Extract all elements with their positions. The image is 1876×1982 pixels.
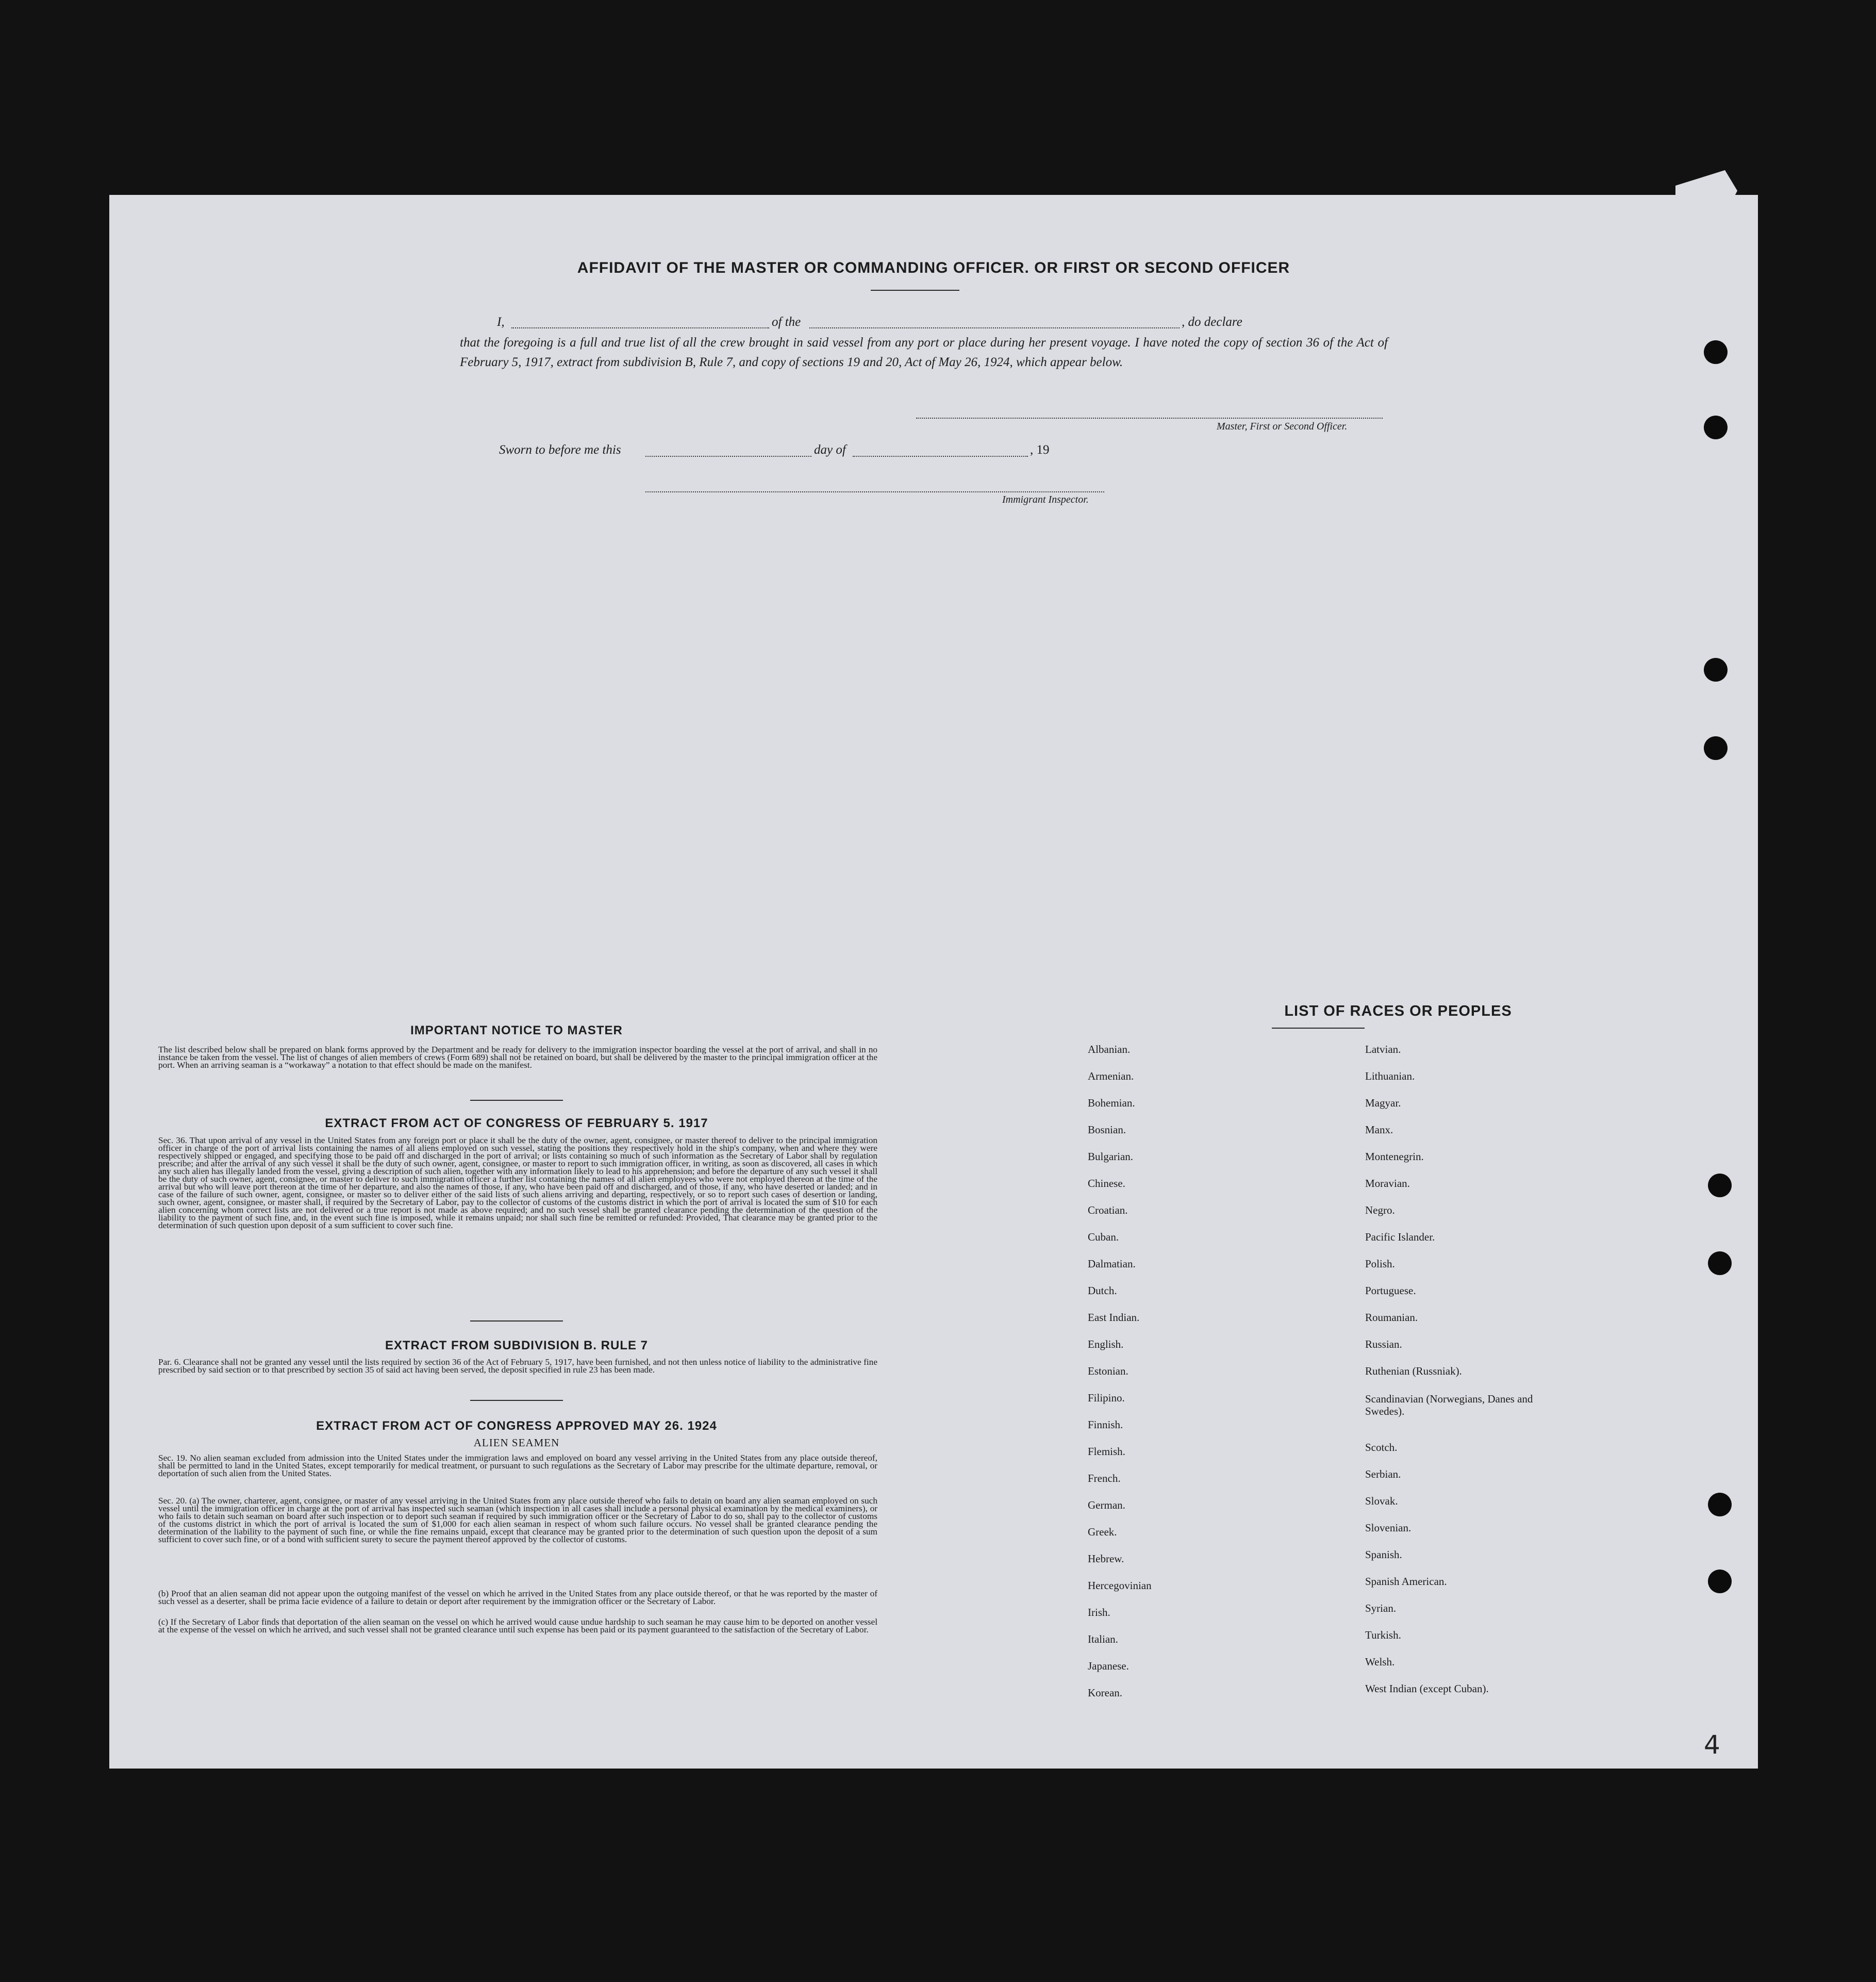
race-left-item: Bohemian. <box>1088 1097 1135 1109</box>
race-right-item: Spanish American. <box>1365 1575 1447 1588</box>
sec19-text: Sec. 19. No alien seaman excluded from admission into the United States under the immigration laws and employed on board any vessel arriving in the United States from any place outside thereof, shall be permitted to land in the United States, except temporarily for medical treatment, or pursuant to such regulations as the Secretary of Labor may prescribe for the ultimate departure, removal, or deportation of such alien from the United States. <box>158 1453 877 1478</box>
notice-text: The list described below shall be prepared on blank forms approved by the Department and be ready for delivery to the immigration inspector boarding the vessel at the port of arrival, and shall in no instance be taken from the vessel. The list of changes of alien members of crews (Form 689) shall not be retained on board, but shall be delivered by the master to the principal immigration officer at the port. When an arriving seaman is a “workaway” a notation to that effect should be made on the manifest. <box>158 1045 877 1070</box>
race-left-item: Italian. <box>1088 1633 1118 1645</box>
race-right-item: Magyar. <box>1365 1097 1401 1109</box>
name-field[interactable] <box>511 327 769 328</box>
inspector-label: Immigrant Inspector. <box>1002 494 1089 505</box>
race-left-item: Bosnian. <box>1088 1124 1126 1136</box>
sec20c-text: (c) If the Secretary of Labor finds that deportation of the alien seaman on the vessel on which he arrived would cause undue hardship to such seaman he may cause him to be deported on another vessel at the expense of the vessel on which he arrived, and such vessel shall not be granted clearance until such expense has been paid or its payment guaranteed to the satisfaction of the Secretary of Labor. <box>158 1617 877 1634</box>
i-label: I, <box>497 315 505 329</box>
race-right-item: Pacific Islander. <box>1365 1231 1435 1243</box>
sec20a-text: Sec. 20. (a) The owner, charterer, agent, consignee, or master of any vessel arriving in the United States from any place outside thereof who fails to detain on board any alien seaman employed on such vessel until the immigration officer in charge at the port of arrival has inspected such seaman (which inspection in all cases shall include a personal physical examination by the medical examiners), or who fails to detain such seaman on board after such inspection or to deport such seaman if required by such immigration officer or the Secretary of Labor to do so, shall pay to the collector of customs of the customs district in which the port of arrival is located the sum of $1,000 for each alien seaman in respect of whom such failure occurs. No vessel shall be granted clearance pending the determination of the liability to the payment of such fine, or while the fine remains unpaid, except that clearance may be granted prior to the determination of such question upon the deposit of a sum sufficient to cover such fine, or of a bond with sufficient surety to secure the payment thereof approved by the collector of customs. <box>158 1496 877 1544</box>
affidavit-statement: that the foregoing is a full and true list of all the crew brought in said vessel from any port or place during her present voyage. I have noted the copy of section 36 of the Act of February 5, 1917, extract from subdivision B, Rule 7, and copy of sections 19 and 20, Act of May 26, 1924, which appear below. <box>460 336 1388 369</box>
race-right-item: Moravian. <box>1365 1177 1410 1190</box>
race-right-item: Ruthenian (Russniak). <box>1365 1365 1462 1377</box>
race-left-item: English. <box>1088 1338 1124 1350</box>
master-signature-label: Master, First or Second Officer. <box>1217 421 1348 432</box>
punch-hole <box>1704 340 1728 364</box>
race-left-item: Hebrew. <box>1088 1552 1124 1565</box>
race-right-item: Negro. <box>1365 1204 1395 1216</box>
race-right-item: Turkish. <box>1365 1629 1401 1641</box>
notice-title: IMPORTANT NOTICE TO MASTER <box>410 1023 623 1037</box>
race-left-item: Dutch. <box>1088 1284 1117 1297</box>
divider <box>1272 1028 1365 1029</box>
race-right-item: Lithuanian. <box>1365 1070 1415 1082</box>
vessel-field[interactable] <box>809 327 1180 328</box>
divider <box>871 290 959 291</box>
punch-hole <box>1704 736 1728 760</box>
race-right-item: Welsh. <box>1365 1656 1395 1668</box>
race-left-item: Korean. <box>1088 1687 1123 1699</box>
race-left-item: East Indian. <box>1088 1311 1140 1324</box>
year-label: , 19 <box>1030 443 1050 457</box>
race-left-item: Cuban. <box>1088 1231 1119 1243</box>
race-right-item: Slovak. <box>1365 1495 1398 1507</box>
race-left-item: French. <box>1088 1472 1121 1484</box>
punch-hole <box>1704 416 1728 439</box>
race-right-item: Russian. <box>1365 1338 1402 1350</box>
race-left-item: Armenian. <box>1088 1070 1134 1082</box>
race-left-item: Filipino. <box>1088 1392 1125 1404</box>
race-right-item: Roumanian. <box>1365 1311 1418 1324</box>
race-right-item: West Indian (except Cuban). <box>1365 1682 1489 1695</box>
master-signature-field[interactable] <box>916 418 1383 419</box>
race-right-item: Polish. <box>1365 1258 1395 1270</box>
punch-hole <box>1708 1570 1732 1593</box>
do-declare-label: , do declare <box>1182 315 1242 329</box>
sworn-month-field[interactable] <box>853 456 1028 457</box>
race-left-item: Bulgarian. <box>1088 1150 1134 1163</box>
race-right-item: Manx. <box>1365 1124 1393 1136</box>
document-page <box>109 195 1758 1769</box>
race-left-item: Flemish. <box>1088 1445 1125 1458</box>
race-right-item: Spanish. <box>1365 1548 1402 1561</box>
extract-rule7-title: EXTRACT FROM SUBDIVISION B. RULE 7 <box>385 1339 649 1352</box>
punch-hole <box>1704 658 1728 682</box>
race-left-item: Hercegovinian <box>1088 1579 1152 1592</box>
punch-hole <box>1708 1251 1732 1275</box>
race-right-item: Scandinavian (Norwegians, Danes and Swedes). <box>1365 1393 1533 1417</box>
divider <box>470 1100 563 1101</box>
extract-1924-title: EXTRACT FROM ACT OF CONGRESS APPROVED MAY 26. 1924 <box>316 1419 717 1433</box>
punch-hole <box>1708 1493 1732 1516</box>
races-title: LIST OF RACES OR PEOPLES <box>1284 1003 1512 1019</box>
race-right-item: Montenegrin. <box>1365 1150 1424 1163</box>
race-left-item: Irish. <box>1088 1606 1110 1618</box>
sworn-day-field[interactable] <box>645 456 811 457</box>
race-left-item: Albanian. <box>1088 1043 1131 1055</box>
extract-1917-title: EXTRACT FROM ACT OF CONGRESS OF FEBRUARY 5. 1917 <box>325 1116 708 1130</box>
race-right-item: Syrian. <box>1365 1602 1397 1614</box>
race-left-item: Greek. <box>1088 1526 1117 1538</box>
race-right-item: Portuguese. <box>1365 1284 1416 1297</box>
race-left-item: Dalmatian. <box>1088 1258 1136 1270</box>
affidavit-title: AFFIDAVIT OF THE MASTER OR COMMANDING OFFICER. OR FIRST OR SECOND OFFICER <box>577 259 1290 276</box>
race-left-item: Japanese. <box>1088 1660 1129 1672</box>
race-left-item: Finnish. <box>1088 1418 1123 1431</box>
race-left-item: Croatian. <box>1088 1204 1128 1216</box>
extract-rule7-text: Par. 6. Clearance shall not be granted any vessel until the lists required by section 36 of the Act of February 5, 1917, have been furnished, and not then unless notice of liability to the administrative fine prescribed by said section or to that prescribed by section 35 of said act having been served, the deposit specified in rule 23 has been made. <box>158 1357 877 1375</box>
inspector-signature-field[interactable] <box>645 491 1104 492</box>
race-right-item: Slovenian. <box>1365 1522 1412 1534</box>
sworn-label: Sworn to before me this <box>499 443 621 457</box>
race-right-item: Latvian. <box>1365 1043 1401 1055</box>
divider <box>470 1320 563 1322</box>
day-of-label: day of <box>814 443 846 457</box>
race-right-item: Scotch. <box>1365 1441 1398 1454</box>
alien-seamen-subtitle: ALIEN SEAMEN <box>473 1436 560 1449</box>
sec20b-text: (b) Proof that an alien seaman did not appear upon the outgoing manifest of the vessel on which he arrived in the United States from any place outside thereof, or that he was reported by the master of such vessel as a deserter, shall be prima facie evidence of a failure to detain or deport after requirement by the immigration officer or the Secretary of Labor. <box>158 1589 877 1606</box>
race-right-item: Serbian. <box>1365 1468 1401 1480</box>
extract-1917-text: Sec. 36. That upon arrival of any vessel in the United States from any foreign port or place it shall be the duty of the owner, agent, consignee, or master thereof to deliver to the principal immigration officer in charge of the port of arrival lists containing the names of all aliens employed on such vessel, stating the positions they respectively hold in the ship's company, when and where they were respectively shipped or engaged, and specifying those to be paid off and discharged in the port of arrival; or lists containing so much of such information as the Secretary of Labor shall by regulation prescribe; and after the arrival of any such vessel it shall be the duty of such owner, agent, consignee, or master to report to such immigration officer, in writing, as soon as discovered, all cases in which any such alien has illegally landed from the vessel, giving a description of such alien, together with any information likely to lead to his apprehension; and before the departure of any such vessel it shall be the duty of such owner, agent, consignee, or master to deliver to such immigration officer a further list containing the names of all alien employees who were not employed thereon at the time of the arrival but who will leave port thereon at the time of her departure, and also the names of those, if any, who have been paid off and discharged, and of those, if any, who have deserted or landed; and in case of the failure of such owner, agent, consignee, or master so to deliver either of the said lists of such aliens arriving and departing, respectively, or so to report such cases of desertion or landing, such owner, agent, consignee, or master shall, if required by the Secretary of Labor, pay to the collector of customs of the customs district in which the port of arrival is located the sum of $10 for each alien concerning whom correct lists are not delivered or a true report is not made as above required; and no such vessel shall be granted clearance pending the determination of the question of the liability to the payment of such fine, and, in the event such fine is imposed, while it remains unpaid; nor shall such fine be remitted or refunded: Provided, That clearance may be granted prior to the determination of such question upon deposit of a sum sufficient to cover such fine. <box>158 1135 877 1230</box>
race-left-item: German. <box>1088 1499 1125 1511</box>
page-number: 4 <box>1704 1730 1720 1760</box>
of-the-label: of the <box>772 315 801 329</box>
race-left-item: Estonian. <box>1088 1365 1128 1377</box>
race-left-item: Chinese. <box>1088 1177 1125 1190</box>
punch-hole <box>1708 1174 1732 1197</box>
divider <box>470 1400 563 1401</box>
